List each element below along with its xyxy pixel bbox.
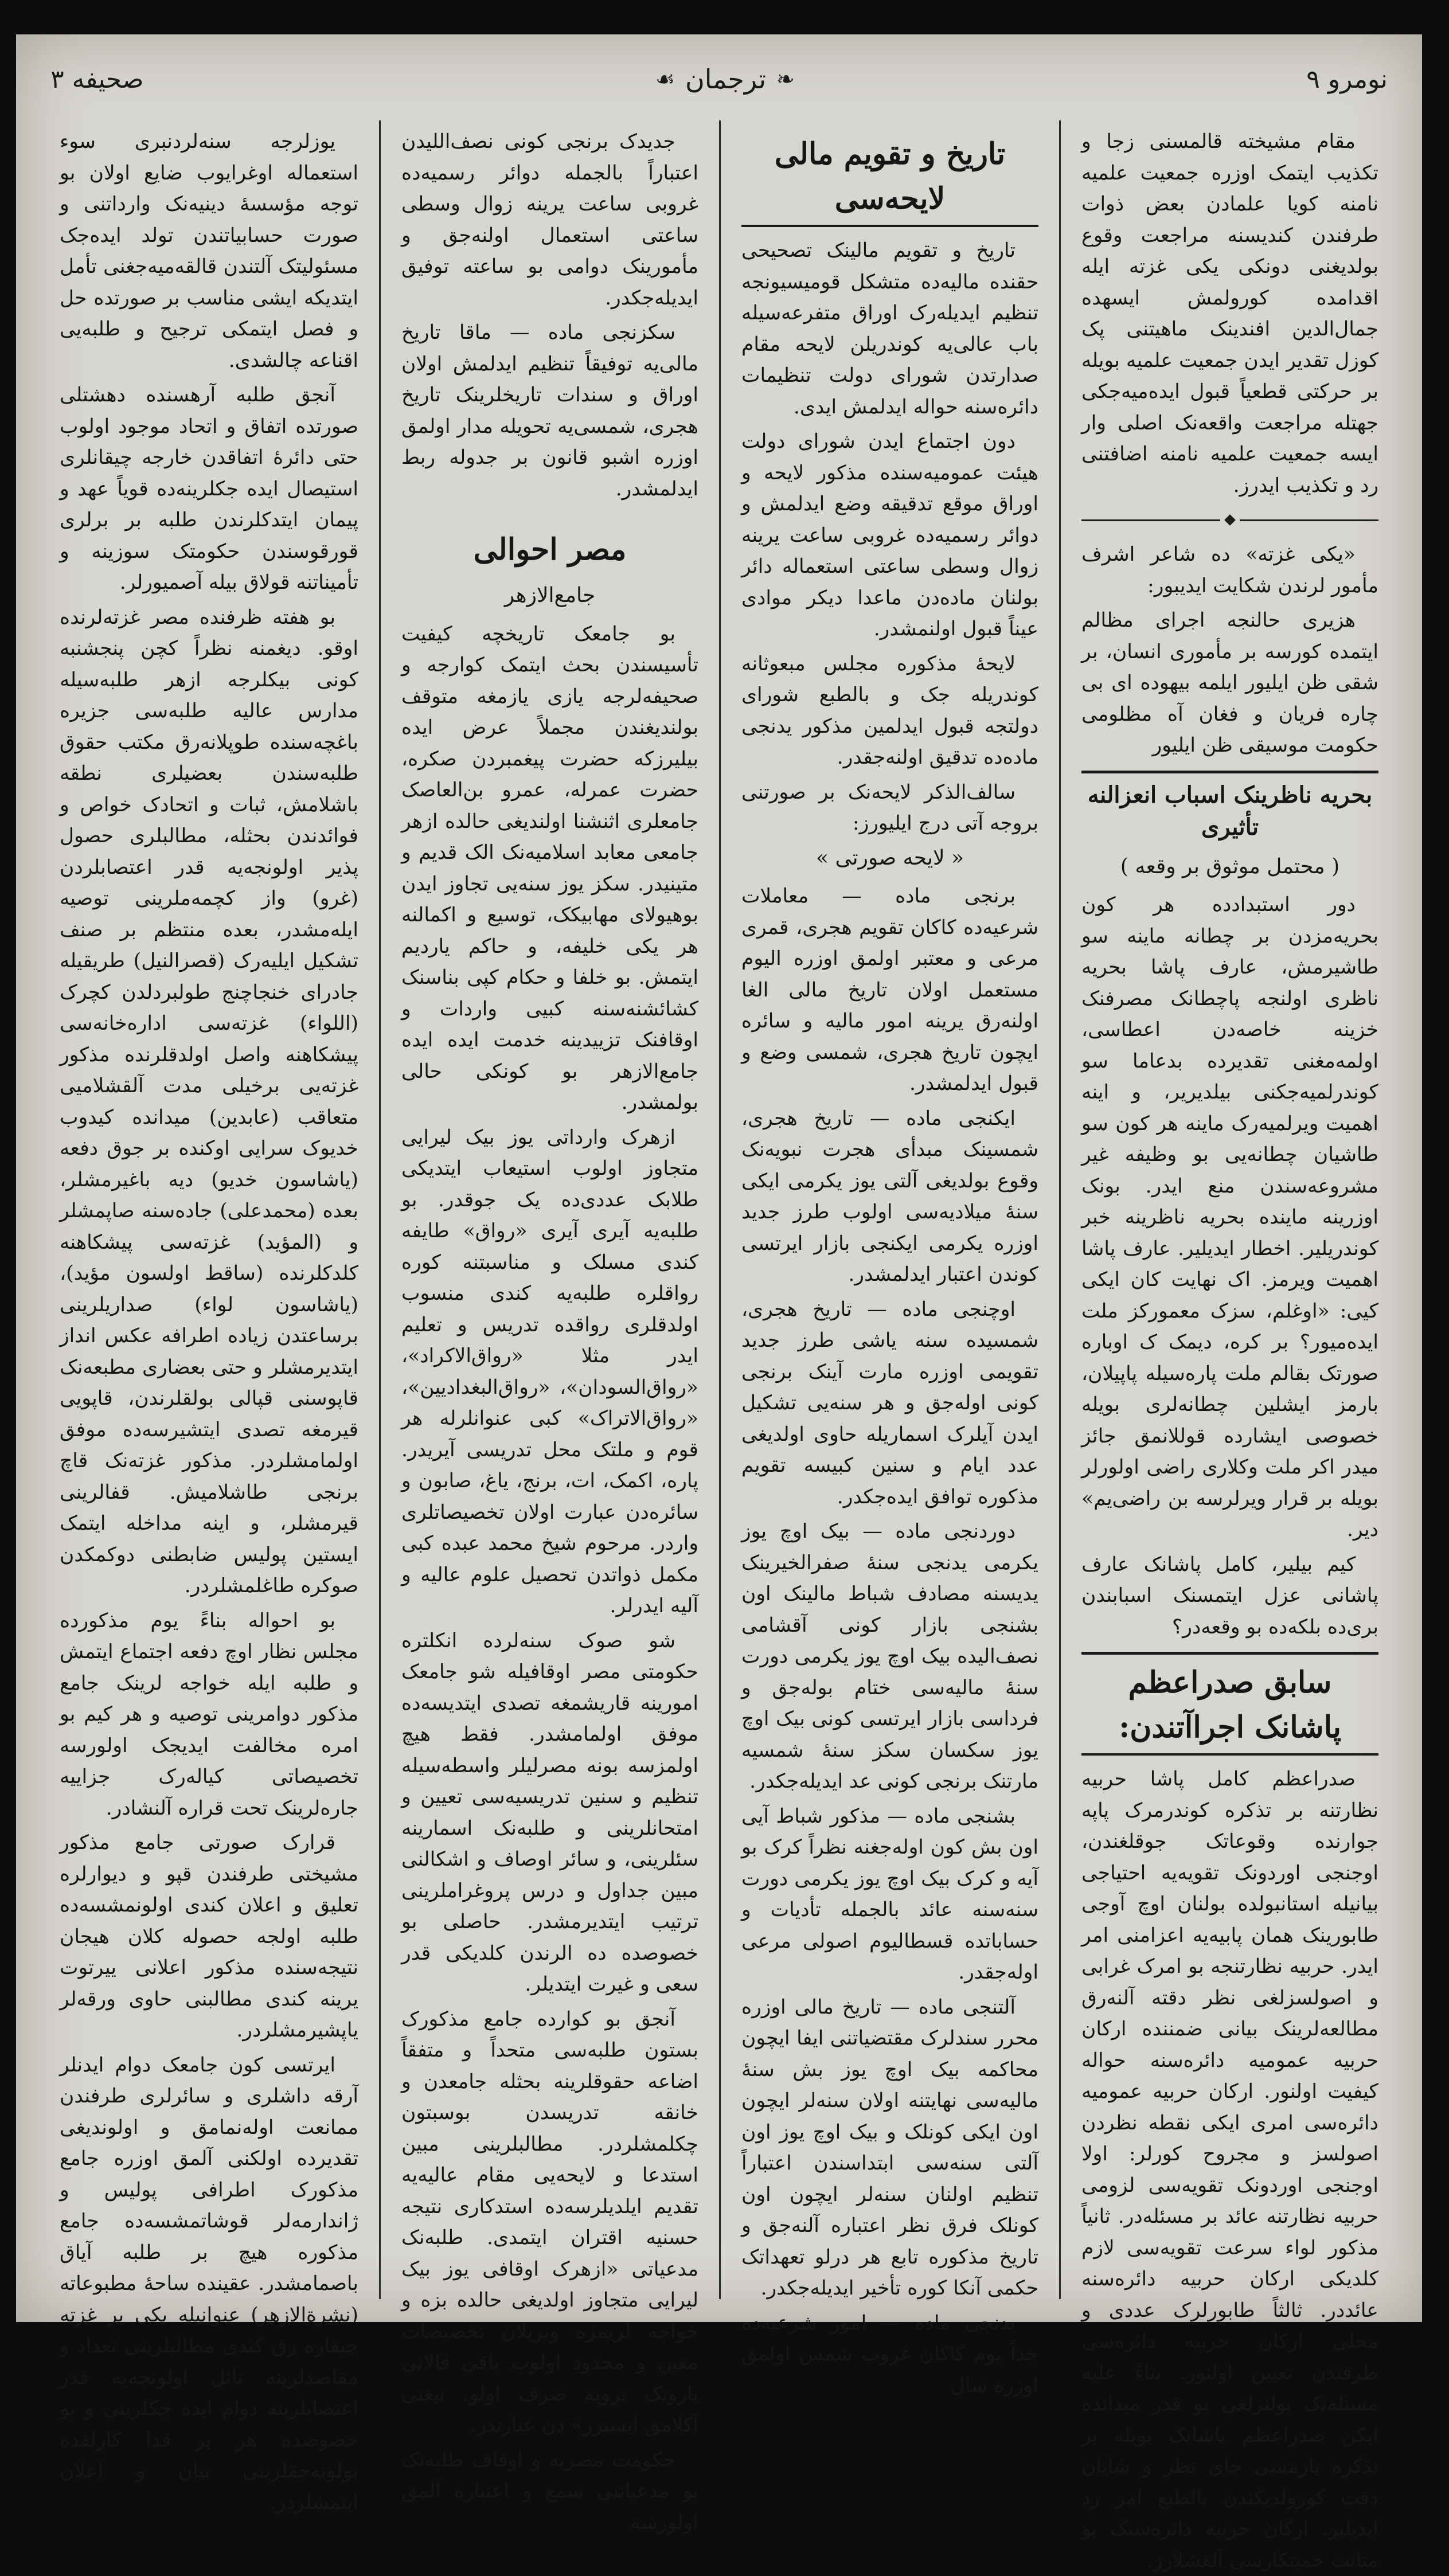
paragraph: شو صوک سنه‌لرده انکلتره حکومتی مصر اوقافیله شو جامعک امورینه قاریشمغه تصدی ایتدیسه‌ده موفق اولمامشدر. فقط هیچ اولمزسه بونه مصرلیلر واسطه‌سیله تنظیم و سنین تدریسیه‌سی تعیین و امتحانلرینی و طلبه‌نک اسمارینه سئلرینی، و سائر اوصاف و اشکالنی مبین جداول و درس پروغراملرینی ترتیب ایتدیرمشدر. حاصلی بو خصوصده ده الرندن کلدیکی قدر سعی و غیرت ایتدیلر. (401, 1629, 698, 1996)
ornament-icon: ☙ (655, 67, 675, 92)
column-3 (379, 120, 719, 2534)
paragraph: دون اجتماع ایدن شورای دولت هیئت عمومیه‌سنده مذکور لایحه و اوراق موقع تدقیقه وضع ایدلمش و دوائر رسمیه‌ده غروبی ساعت یرینه زوال وسطی ساعتی استعماله دائر بولنان ماده‌دن ماعدا دیکر موادی عیناً قبول اولنمشدر. (741, 430, 1038, 640)
paragraph: تاریخ و تقویم مالینک تصحیحی حقنده مالیه‌ده متشکل قومیسیونجه تنظیم ایدیله‌رک اوراق متفرعه‌سیله باب عالی‌یه کوندریلن لایحه مقام صدارتدن شورای دولت تنظیمات دائره‌سنه حواله ایدلمش ایدی. (741, 239, 1038, 419)
paragraph: یدنجی ماده — امور شرعیه‌ده جداً یوم کاکان غروب شمس اولمق اوزره سال (741, 2311, 1038, 2397)
article-headline: سابق صدراعظم پاشانک اجراآتندن: (1081, 1660, 1378, 1756)
paragraph: مقام مشیخته قالمسنی زجا و تکذیب ایتمک اوزره جمعیت علمیه نامنه کویا علمادن بعض ذوات طرفندن کندیسنه مراجعت وقوع بولدیغنی دونکی یکی غزته ایله اقدامده کورولمش ایسهده جمال‌الدین افندینک ماهیتنی پک کوزل تقدیر ایدن جمعیت علمیه بویله بر حرکتی قطعیاً قبول ایده‌میه‌جکی جهتله مراجعت واقعه‌نک اصلی وار ایسه جمعیت علمیه نامنه اضافتنی رد و تکذیب ایدرز. (1081, 130, 1378, 497)
paragraph: قرارک صورتی جامع مذکور مشیختی طرفندن قپو و دیوارلره تعلیق و اعلان کندی اولونمشسه‌ده طلبه اولجه حصوله کلان هیجان نتیجه‌سنده مذکور اعلانی ییرتوت یرینه کندی مطالبنی حاوی ورقه‌لر یاپشیرمشلردر. (60, 1831, 358, 2042)
paragraph: دور استبدادده هر کون بحریه‌مزدن بر چطانه ماینه سو طاشیرمش، عارف پاشا بحریه ناظری اولنجه پاچطانک مصرفنک خزینه خاصه‌دن اعطاسی، اولمه‌مغنی تقدیرده بدعاما سو کوندرلمیه‌جکنی بیلدیریر، و اینه اهمیت ویرلمیه‌رک ماینه هر کون سو طاشیان چطانه‌یی بو وظیفه غیر مشروعه‌سندن منع ایدر. بونک اوزرینه ماینده بحریه ناظرینه خبر کوندریلیر. اخطار ایدیلیر. عارف پاشا اهمیت ویرمز. اک نهایت کان ایکی کیی: «اوغلم، سزک معمورکز ملت ایده‌میور؟ بر کره، دیمک ک اوباره صورتک بقالم ملت پاره‌سیله پاپیلان، بارمز ایشلین چطانه‌لری بویله خصوصی ایشارده قوللانمق جائز میدر اکر ملت وکلاری راضی اولورلر بویله بر قرار ویرلرسه بن راضی‌یم» دیر. (1081, 893, 1378, 1541)
article-subtitle: ( محتمل موثوق بر وقعه ) (1120, 854, 1340, 878)
paragraph: بشنجی ماده — مذکور شباط آیی اون بش کون اوله‌جغنه نظراً کرک بو آیه و کرک بیک اوچ یوز یکرمی دورت سنه‌سنه عائد بالجمله تأدیات و حساباتده قسطالیوم اصولی مرعی اوله‌جقدر. (741, 1804, 1038, 1984)
paragraph: دوردنجی ماده — بیک اوچ یوز یکرمی یدنجی سنهٔ صفرالخیرینک یدیسنه مصادف شباط مالینک اون بشنجی بازار کونی آقشامی نصف‌الیده بیک اوچ یوز یکرمی دورت سنهٔ مالیه‌سی ختام بوله‌جق و فرداسی بازار ایرتسی کونی بیک اوچ یوز سکسان سکز سنهٔ شمسیه مارتنک برنجی کونی عد ایدیله‌جکدر. (741, 1520, 1038, 1793)
paragraph: سکزنجی ماده — ماقا تاریخ مالی‌یه توفیقاً تنظیم ایدلمش اولان اوراق و سندات تاریخلرینک تاریخ هجری، شمسی‌یه تحویله مدار اولمق اوزره اشبو قانون بر جدوله ربط ایدلمشدر. (401, 321, 698, 501)
paragraph: برنجی ماده — معاملات شرعیه‌ده کاکان تقویم هجری، قمری مرعی و معتبر اولمق اوزره الیوم مستعمل اولان تاریخ مالی الغا اولنه‌رق یرینه امور مالیه و سائره ایچون تاریخ هجری، شمسی وضع و قبول ایدلمشدر. (741, 885, 1038, 1095)
article-headline: تاریخ و تقویم مالی لایحه‌سی (741, 132, 1038, 227)
article-headline: بحریه ناظرینک اسباب انعزالنه تأثیری (1087, 781, 1373, 841)
paragraph: ایرتسی کون جامعک دوام ایدنلر آرقه داشلری و سائرلری طرفندن ممانعت اوله‌نمامق و اولوندیغی تقدیرده اولکنی آلمق اوزره جامع مذکورک اطرافی پولیس و ژاندارمه‌لر قوشاتمشسه‌ده جامع مذکوره هیچ بر طلبه آیاق باصمامشدر. عقینده ساحهٔ مطبوعاته (نشرةالازهر) عنوانیله یکی بر غزته چیقاره رق کندی مطالبلرینی تعداد و مقاصدلرینه نائل اولونجه‌یه قدر اعتصابلرینه دوام ایده جکلرینی و بو خصوصده هر بر فدا کارلقده بولونه‌جقلرینی بیان و اعلان ایتمشلردر. (60, 2053, 358, 2514)
paragraph: لایحهٔ مذکوره مجلس مبعوثانه کوندریله جک و بالطبع شورای دولتجه قبول ایدلمین مذکور یدنجی ماده‌ده تدقیق اولنه‌جقدر. (741, 652, 1038, 769)
paragraph: ایکنجی ماده — تاریخ هجری، شمسینک مبدأی هجرت نبویه‌نک وقوع بولدیغی آلتی یوز یکرمی ایکی سنهٔ میلادیه‌سی اولوب طرز جدید اوزره یکرمی ایکنجی بازار ایرتسی کوندن اعتبار ایدلمشدر. (741, 1107, 1038, 1286)
masthead (50, 45, 1388, 114)
paragraph: صدراعظم کامل پاشا حربیه نظارتنه بر تذکره کوندرمرک پاپه جوارنده وقوعاتک جوقلغندن، اوجنجی اوردونک تقویه‌یه احتیاجی بیانیله استانبولده بولنان اوچ آوجی طابورینک همان پابیه‌یه اعزامنی امر ایدر. حربیه نظارتنجه بو امرک غرابی و اصولسزلغی نظر دقته آلنه‌رق مطالعه‌لرینک بیانی ضمننده ارکان حربیه عمومیه دائره‌سنه حواله کیفیت اولنور. ارکان حربیه عمومیه دائره‌سی امری ایکی نقطه نظردن اصولسز و مجروح کورلر: اولا اوجنجی اوردونک تقویه‌سی لزومی حربیه نظارتنه عائد بر مسئله‌در. ثانیاً مذکور لواء سرعت تقویه‌سی لازم کلدیکی ارکان حربیه دائره‌سنه عائددر. ثالثاً طابورلرک عددی و محلی ارکان حربیه دائره‌سی طرفندن تعیین اولنور. بناءً علیه مسئله‌نک بولنزلغی بو قدر میدانده ایکن صدراعظم پاشانک بویله بر تذکره یازمسی جای نظر و شایان دقت کورولدیکندن بالطبع امر رد ایدیلیر. ارکان حربیه دائره‌سنک بو متانت حمیتکارسی آلقشلارز. (1081, 1768, 1378, 2572)
column-2 (719, 120, 1059, 2397)
paragraph: بو هفته ظرفنده مصر غزته‌لرنده اوقو. دیغمنه نظراً کچن پنجشنبه کونی بیکلرجه ازهر طلبه‌سیله مدارس عالیه طلبه‌سی جزیره باغچه‌سنده طوپلانه‌رق مکتب حقوق طلبه‌سندن بعضیلری نطقه باشلامش، ثبات و اتحادک خواص و فوائدندن بحثله، مطالبلری حصول پذیر اولونجه‌یه قدر اعتصابلردن (غرو) واز کچمه‌ملرینی توصیه ایله‌مشدر، بعده منتظم بر صنف تشکیل ایلیه‌رک (قصرالنیل) طریقیله جادرای خنجاچنج طولبردلدن کچرک (اللواء) غزته‌سی اداره‌خانه‌سی پیشکاهنه واصل اولدقلرنده مذکور غزته‌یی برخیلی مدت آلقشلامیی متعاقب (عابدین) میدانده کیدوب خدیوک سرایی اوکنده بر جوق دفعه (یاشاسون خدیو) دیه باغیرمشلر، بعده (محمدعلی) جاده‌سنه صاپمشلر و (المؤید) غزته‌سی پیشکاهنه کلدکلرنده (ساقط اولسون مؤید)، (یاشاسون لواء) صداریلرینی برساعتدن زیاده اطرافه عکس انداز ایتدیرمشلر و حتی بعضاری مطبعه‌نک قاپوسنی قپالی بولقلرندن، قاپویی قیرمغه تصدی ایتشیرسه‌ده موفق اولمامشلردر. مذکور غزته‌نک قاچ برنجی طاشلامیش. قفالرینی قیرمشلر، و اینه مداخله ایتمک ایستین پولیس ضابطنی دوکمکدن صوکره طاغلمشلردر. (60, 605, 358, 1597)
paragraph: بو جامعک تاریخچه کیفیت تأسیسندن بحث ایتمک کوارجه و صحیفه‌لرجه یازی یازمغه متوقف بولندیغندن مجملاً عرض ایده بیلیرزکه حضرت پیغمبردن صکره، حضرت عمرله، عمرو بن‌العاصک جامعلری اثنشنا اولندیغی حالده ازهر جامعی معابد اسلامیه‌نک الک قدیم و متینیدر. سکز یوز سنه‌یی تجاوز ایدن بوهیولای مهابیکک، توسیع و اکمالنه هر یکی خلیفه، و حاکم یاردیم ایتمش. بو خلفا و حکام کپی بناسنک کشائشنه‌سنه کبیی واردات و اوقافنک تزییدینه خدمت ایده ایده جامع‌الازهر بو کونکی حالی بولمشدر. (401, 622, 698, 1114)
masthead-center (655, 64, 795, 95)
paragraph: آنجق طلبه آرهسنده دهشتلی صورتده اتفاق و اتحاد موجود اولوب حتی دائرهٔ اتفاقدن خارجه چیقانلری استیصال ایده جکلرینه‌ده قویاً عهد و پیمان ایتدکلرندن طلبه بر برلری قورقوسندن حکومتک سوزینه و تأمیناتنه قولاق بیله آصمیورلر. (60, 384, 358, 594)
newspaper-page (16, 34, 1422, 2572)
page-number: صحیفه ٣ (50, 64, 144, 94)
paragraph: سالف‌الذکر لایحه‌نک بر صورتنی بروجه آتی درج ایلیورز: (741, 780, 1038, 835)
paragraph: حکومت مصریه و اوقاف طلبه‌نک بو مدعیاتنی سمع و اعتباره آلمق اولورسه (401, 2448, 698, 2534)
paragraph: اوچنجی ماده — تاریخ هجری، شمسیده سنه یاشی طرز جدید تقویمی اوزره مارت آینک برنجی کونی اوله‌جق و هر سنه‌یی تشکیل ایدن آیلرک اسماریله حاوی اولدیغی عدد ایام و سنین کبیسه تقویم مذکوره توافق ایده‌جکدر. (741, 1297, 1038, 1508)
columns (39, 120, 1399, 2572)
divider-diamond-icon (1224, 514, 1236, 526)
article-subtitle: جامع‌الازهر (504, 584, 596, 607)
paragraph: کیم بیلیر، کامل پاشانک عارف پاشانی عزل ایتمسنک اسبابندن بری‌ده بلکه‌ده بو وقعه‌در؟ (1081, 1553, 1378, 1639)
paragraph: جدیدک برنجی کونی نصف‌اللیدن اعتباراً بالجمله دوائر رسمیه‌ده غروبی ساعت یرینه زوال وسطی ساعتی استعمال اولنه‌جق و مأمورینک دوامی بو ساعته توفیق ایدیله‌جکدر. (401, 130, 698, 310)
rule (1081, 771, 1378, 773)
article-headline: مصر احوالی (473, 532, 627, 567)
newspaper-title: ترجمان (685, 64, 767, 95)
paragraph: آلتنجی ماده — تاریخ مالی اوزره محرر سندلرک مقتضیاتنی ایفا ایچون محاکمه بیک اوچ یوز بش سنهٔ مالیه‌سی نهایتنه اولان سنه‌لر ایچون اون ایکی کونلک و بیک اوچ یوز اون آلتی سنه‌سی ابتداسندن اعتباراً تنظیم اولنان سنه‌لر ایچون اون کونلک فرق نظر اعتباره آلنه‌جق و تاریخ مذکوره تابع هر درلو تعهداتک حکمی آنکا کوره تأخیر ایدیله‌جکدر. (741, 1995, 1038, 2300)
paragraph: ازهرک وارداتی یوز بیک لیرایی متجاوز اولوب استیعاب ایتدیکی طلابک عددی‌ده یک جوقدر. بو طلبه‌یه آیری آیری «رواق» طایفه کندی مسلک و مناسبتنه کوره رواقلره طلبه‌یه کندی منسوب اولدقلری رواقده تدریس و تعلیم ایدر مثلا «رواق‌الاکراد»، «رواق‌السودان»، «رواق‌البغدادیین»، «رواق‌الاتراک» کبی عنوانلرله هر قوم و ملتک محل تدریسی آیریدر. پاره، اکمک، ات، برنج، یاغ، صابون و سائره‌دن عبارت اولان تخصیصاتلری واردر. مرحوم شیخ محمد عبده کبی مکمل ذواتدن تحصیل علوم عالیه و آلیه ایدرلر. (401, 1125, 698, 1617)
paragraph: «یکی غزته» ده شاعر اشرف مأمور لرندن شکایت ایدیبور: (1081, 543, 1378, 597)
paragraph: آنجق بو کوارده جامع مذکورک بستون طلبه‌سی متحداً و متفقاً اضاعه حقوقلرینه بحثله جامعدن و خانقه تدریسدن بوسبتون چکلمشلردر. مطالبلرینی مبین استدعا و لایحه‌یی مقام عالیه‌یه تقدیم ایلدیلرسه‌ده استدکاری نتیجه حسنیه اقتران ایتمدی. طلبه‌نک مدعیاتی «ازهرک اوقافی یوز بیک لیرایی متجاوز اولدیغی حالده بزه و خواجه لریمزه ویریلان تخصیصات معین و محدود اولوب باقی قالانی یارونک نرویه صرف اولو. نیغنی آکلامق ایسترز» دن عبارتدر. (401, 2007, 698, 2437)
column-4 (39, 120, 379, 2514)
rule (1081, 1652, 1378, 1655)
section-subtitle: « لایحه صورتی » (815, 846, 964, 870)
divider (1081, 511, 1378, 529)
column-1 (1059, 120, 1399, 2572)
paragraph: بو احواله بناءً یوم مذکورده مجلس نظار اوچ دفعه اجتماع ایتمش و طلبه ایله خواجه لرینک جامع مذکور دوامرینی توصیه و هر کیم بو امره مخالفت ایدیجک اولورسه تخصیصاتی کیاله‌رک جزاییه جاره‌لرینک تحت قراره آلنشادر. (60, 1609, 358, 1820)
issue-number: نومرو ٩ (1306, 64, 1388, 94)
poem: هزیری حالنجه اجرای مظالم ایتمده کورسه بر مأموری انسان، بر شقی ظن ایلیور ایلمه بیهوده ای بی چاره فریان و فغان آه مظلومی حکومت موسیقی ظن ایلیور (1081, 609, 1378, 757)
paragraph: یوزلرجه سنه‌لردنبری سوء استعماله اوغرایوب ضایع اولان بو توجه مؤسسهٔ دینیه‌نک وارداتنی و صورت حسابیاتندن تولد ایده‌جک مسئولیتک آلتندن قالقه‌میه‌جغنی تأمل ایتدیکه ایشی مناسب بر صورتده حل و فصل ایتمکی ترجیح و طلبه‌یی اقناعه چالشدی. (60, 130, 358, 372)
ornament-icon: ❧ (776, 67, 795, 92)
